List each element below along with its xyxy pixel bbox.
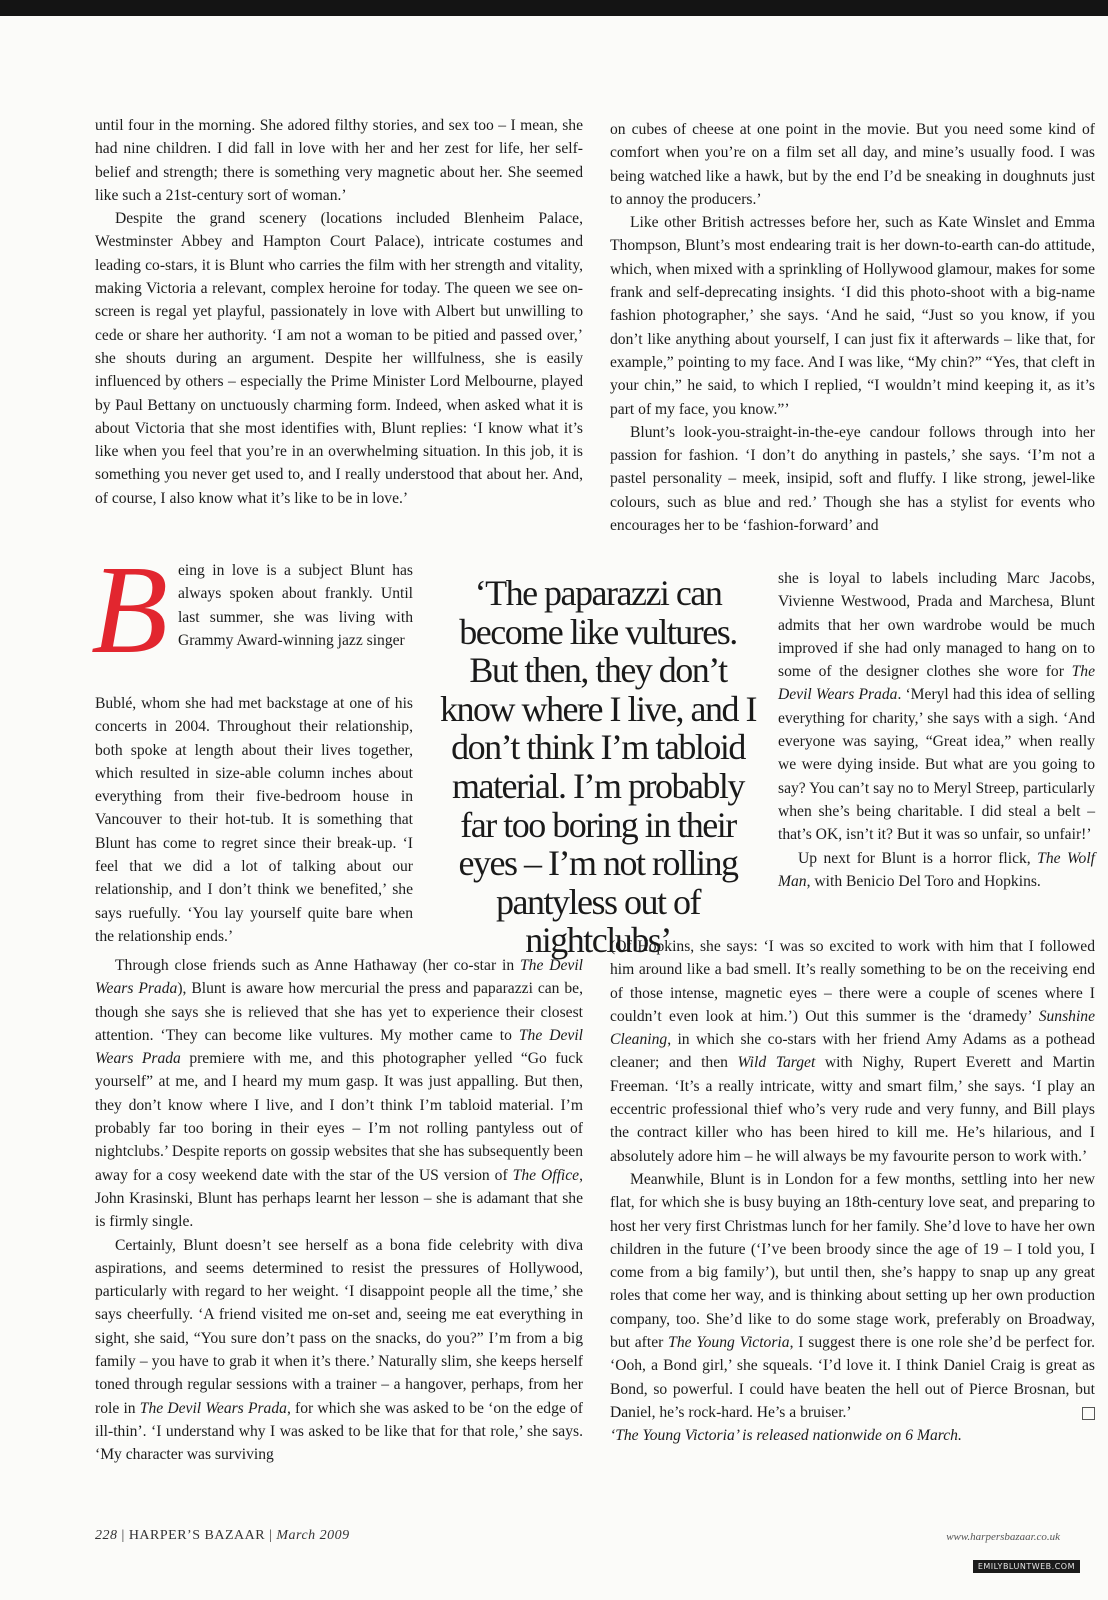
- paragraph: Through close friends such as Anne Hathaway (her co-star in The Devil Wears Prada), Blunt is aware how mercurial the press and paparazzi can be, though she says she is relieved that she has yet to experience their closest attention. ‘They can become like vultures. My mother came to The Devil Wears Prada premiere with me, and this photographer yelled “Go fuck yourself” at me, and I heard my mum gasp. It was just appalling. But then, they don’t know where I live, and I don’t think I’m tabloid material. I’m probably far too boring in their eyes – I’m not rolling pantyless out of nightclubs.’ Despite reports on gossip websites that she has subsequently been away for a cosy weekend date with the star of the US version of The Office, John Krasinski, Blunt has perhaps learnt her lesson – she is adamant that she is firmly single.: [95, 957, 584, 1231]
- film-title: The Devil Wears Prada: [95, 957, 584, 998]
- film-title: The Devil Wears Prada: [778, 663, 1095, 704]
- paragraph: she is loyal to labels including Marc Jacobs, Vivienne Westwood, Prada and Marchesa, Blunt admits that her own wardrobe would be much improved if she had only managed to hang on to some of the designer clothes she wore for The Devil Wears Prada. ‘Meryl had this idea of selling everything for charity,’ she says with a sigh. ‘And everyone was saying, “Great idea,” when really we were dying inside. But what are you going to say? You can’t say no to Meryl Streep, particularly when she’s being charitable. I did steal a belt – that’s OK, isn’t it? But it was so unfair, so unfair!’: [778, 570, 1095, 844]
- paragraph: Up next for Blunt is a horror flick, The Wolf Man, with Benicio Del Toro and Hopkins.: [778, 849, 1096, 890]
- release-caption: ‘The Young Victoria’ is released nationwide on 6 March.: [610, 1427, 962, 1445]
- pull-quote: ‘The paparazzi can become like vultures. But then, they don’t know where I live, and I don’t think I’m tabloid material. I’m probably far too boring in their eyes – I’m not rolling pantyless out of nightclubs’: [440, 573, 756, 961]
- film-title: Sunshine Cleaning: [610, 1007, 1095, 1049]
- drop-cap-letter: B: [91, 541, 168, 680]
- paragraph: (Of Hopkins, she says: ‘I was so excited to work with him that I followed him around like a bad smell. It’s really something to be on the receiving end of those intense, magnetic eyes – there were a couple of scenes where I couldn’t even look at him.’) Out this summer is the ‘dramedy’ Sunshine Cleaning, in which she co-stars with her friend Amy Adams as a pothead cleaner; and then Wild Target with Nighy, Rupert Everett and Martin Freeman. ‘It’s a really intricate, witty and smart film,’ she says. ‘I play an eccentric professional thief who’s very rude and very funny, and Bill plays the contract killer who has been hired to kill me. He’s hilarious, and I absolutely adore him – he will always be my favourite person to work with.’: [610, 938, 1095, 1165]
- dropcap-paragraph: [91, 541, 413, 680]
- film-title: The Devil Wears Prada: [139, 1399, 287, 1417]
- paragraph: Certainly, Blunt doesn’t see herself as a bona fide celebrity with diva aspirations, and seems determined to resist the pressures of Hollywood, particularly with regard to her weight. ‘I disappoint people all the time,’ she says cheerfully. ‘A friend visited me on-set and, seeing me eat everything in sight, she said, “You sure don’t pass on the snacks, do you?” I’m from a big family – you have to grab it when it’s there.’ Naturally slim, she keeps herself toned through regular sessions with a trainer – a hangover, perhaps, from her role in The Devil Wears Prada, for which she was asked to be ‘on the edge of ill-thin’. ‘I understand why I was asked to be like that for that role,’ she says. ‘My character was surviving: [95, 1236, 583, 1464]
- paragraph: until four in the morning. She adored filthy stories, and sex too – I mean, she had nine children. I did fall in love with her and her zest for life, her self-belief and strength; there is something very magnetic about her. She seemed like such a 21st-century sort of woman.’: [95, 117, 583, 204]
- paragraph: on cubes of cheese at one point in the movie. But you need some kind of comfort when you’re on a film set all day, and mine’s usually food. I was being watched like a hawk, but by the end I’d be sneaking in doughnuts just to annoy the producers.’: [610, 121, 1095, 208]
- right-column-top: [610, 118, 1095, 537]
- left-column-top: [95, 114, 583, 510]
- footer-url: www.harpersbazaar.co.uk: [946, 1531, 1060, 1543]
- top-bar: [0, 0, 1108, 16]
- right-column-bottom: [610, 935, 1095, 1448]
- show-title: The Office: [512, 1166, 580, 1184]
- dropcap-text: eing in love is a subject Blunt has always spoken about frankly. Until last summer, she was living with Grammy Award-winning jazz singer: [177, 562, 413, 649]
- paragraph: Like other British actresses before her, such as Kate Winslet and Emma Thompson, Blunt’s most endearing trait is her down-to-earth can-do attitude, which, when mixed with a sprinkling of Hollywood glamour, makes for some frank and self-deprecating insights. ‘I did this photo-shoot with a big-name fashion photographer,’ she says. ‘And he said, “Just so you know, if you don’t like anything about yourself, I can just fix it afterwards – like that, for example,” pointing to my face. And I was like, “My chin?” “Yes, that cleft in your chin,” he said, to which I replied, “I wouldn’t mind keeping it, as it’s part of my face, you know.”’: [610, 214, 1095, 418]
- magazine-name: HARPER’S BAZAAR: [128, 1528, 266, 1543]
- page-footer: 228 | HARPER’S BAZAAR | March 2009: [95, 1528, 350, 1543]
- paragraph: Blunt’s look-you-straight-in-the-eye candour follows through into her passion for fashion. ‘I don’t do anything in pastels,’ she says. ‘I’m not a pastel personality – meek, insipid, soft and fluffy. I like strong, jewel-like colours, such as blue and red.’ Though she has a stylist for events who encourages her to be ‘fashion-forward’ and: [610, 423, 1095, 535]
- issue-date: March 2009: [276, 1528, 350, 1543]
- film-title: The Wolf Man: [778, 849, 1096, 890]
- paragraph: Bublé, whom she had met backstage at one of his concerts in 2004. Throughout their relationship, both spoke at length about their lives together, which resulted in size-able column inches about everything from their five-bedroom house in Vancouver to their hot-tub. It is something that Blunt has come to regret since their break-up. ‘I feel that we did a lot of talking about our relationship, and I don’t think we benefited,’ she says ruefully. ‘You lay yourself quite bare when the relationship ends.’: [95, 695, 413, 945]
- left-column-bottom: [95, 954, 583, 1467]
- film-title: Wild Target: [737, 1054, 816, 1072]
- right-column-middle: [778, 567, 1095, 893]
- end-mark-icon: [1082, 1407, 1095, 1420]
- film-title: The Young Victoria: [668, 1334, 790, 1352]
- page-number: 228: [95, 1528, 118, 1543]
- paragraph: Despite the grand scenery (locations included Blenheim Palace, Westminster Abbey and Hampton Court Palace), intricate costumes and leading co-stars, it is Blunt who carries the film with her strength and vitality, making Victoria a relevant, complex heroine for today. The queen we see on-screen is regal yet playful, passionately in love with Albert but unwilling to cede or share her authority. ‘I am not a woman to be pitied and passed over,’ she shouts during an argument. Despite her willfulness, she is easily influenced by others – especially the Prime Minister Lord Melbourne, played by Paul Bettany on unctuously charming form. Indeed, when asked what it is about Victoria that she most identifies with, Blunt replies: ‘I know what it’s like when you feel that you’re in an overwhelming situation. In this job, it is something you never get used to, and I really understood that about her. And, of course, I also know what it’s like to be in love.’: [95, 210, 583, 507]
- watermark: EMILYBLUNTWEB.COM: [973, 1560, 1080, 1573]
- dropcap-paragraph-tail: [95, 692, 413, 948]
- film-title: The Devil Wears Prada: [95, 1026, 584, 1068]
- paragraph: Meanwhile, Blunt is in London for a few months, settling into her new flat, for which she is busy buying an 18th-century love seat, and preparing to host her very first Christmas lunch for her family. She’d love to have her own children in the future (‘I’ve been broody since the age of 19 – I told you, I come from a big family’), but until then, she’s happy to snap up any great roles that come her way, and is thinking about setting up her own production company, too. She’d like to do some stage work, preferably on Broadway, but after The Young Victoria, I suggest there is one role she’d be perfect for. ‘Ooh, a Bond girl,’ she squeals. ‘I’d love it. I think Daniel Craig is great as Bond, so powerful. I could have beaten the hell out of Pierce Brosnan, but Daniel, he’s rock-hard. He’s a bruiser.’: [610, 1170, 1095, 1421]
